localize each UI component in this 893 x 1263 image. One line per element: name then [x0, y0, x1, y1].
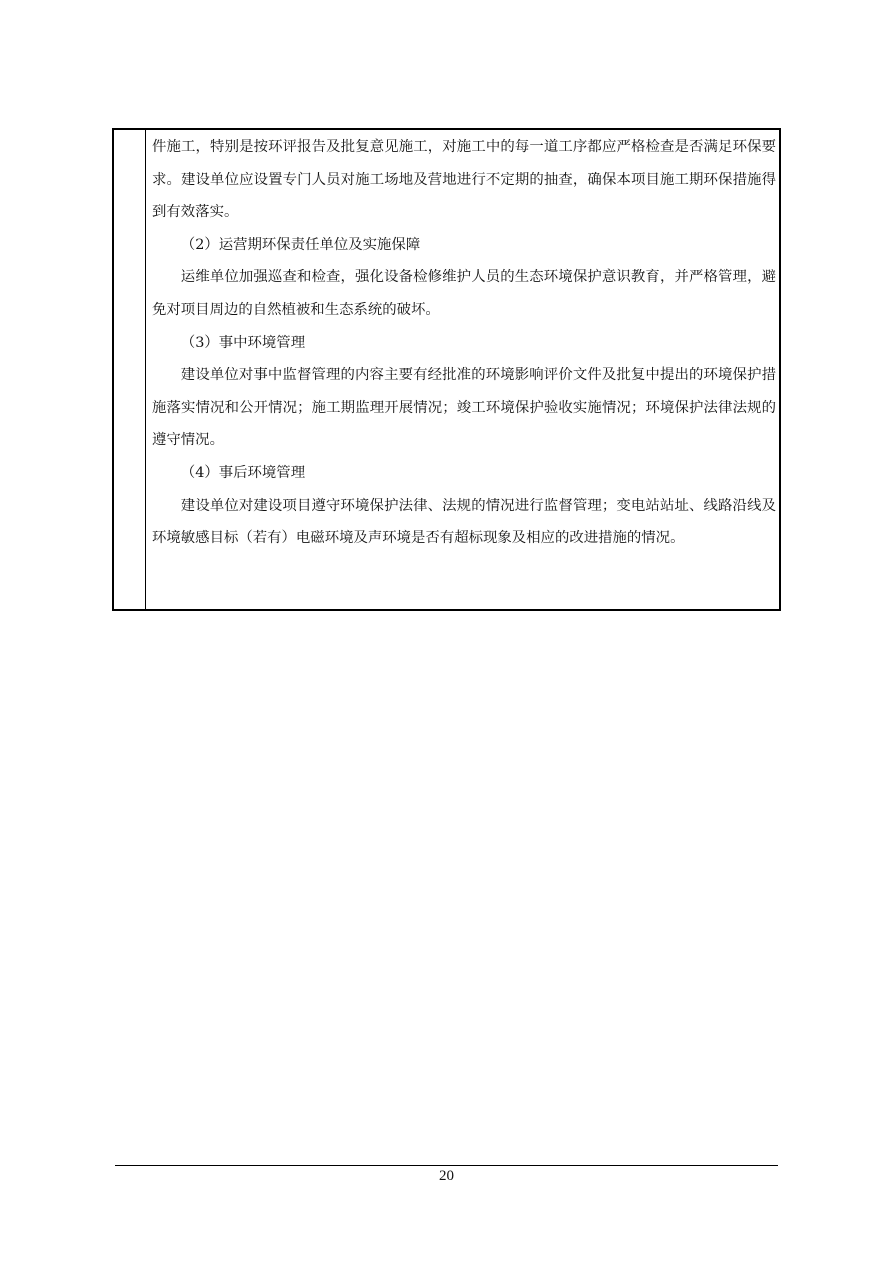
paragraph-operation: 运维单位加强巡查和检查，强化设备检修维护人员的生态环境保护意识教育，并严格管理，避免对项目周边的自然植被和生态系统的破坏。 — [152, 269, 776, 318]
paragraph-post: 建设单位对建设项目遵守环境保护法律、法规的情况进行监督管理；变电站站址、线路沿线及环境敏感目标（若有）电磁环境及声环境是否有超标现象及相应的改进措施的情况。 — [152, 497, 776, 547]
paragraph-in-process: 建设单位对事中监督管理的内容主要有经批准的环境影响评价文件及批复中提出的环境保护措施落实情况和公开情况；施工期监理开展情况；竣工环境保护验收实施情况；环境保护法律法规的遵守情况。 — [152, 367, 776, 449]
page-number: 20 — [439, 1168, 454, 1184]
heading-in-process-management: （3）事中环境管理 — [180, 334, 306, 351]
table-left-column — [114, 130, 146, 609]
paragraph-continuation: 件施工，特别是按环评报告及批复意见施工，对施工中的每一道工序都应严格检查是否满足环保要求。建设单位应设置专门人员对施工场地及营地进行不定期的抽查，确保本项目施工期环保措施得到有效落实。 — [152, 139, 776, 221]
footer-divider — [115, 1165, 778, 1166]
heading-operation-responsibility: （2）运营期环保责任单位及实施保障 — [180, 236, 421, 253]
table-content-cell — [152, 131, 776, 555]
content-table — [112, 128, 781, 611]
heading-post-management: （4）事后环境管理 — [180, 464, 306, 481]
